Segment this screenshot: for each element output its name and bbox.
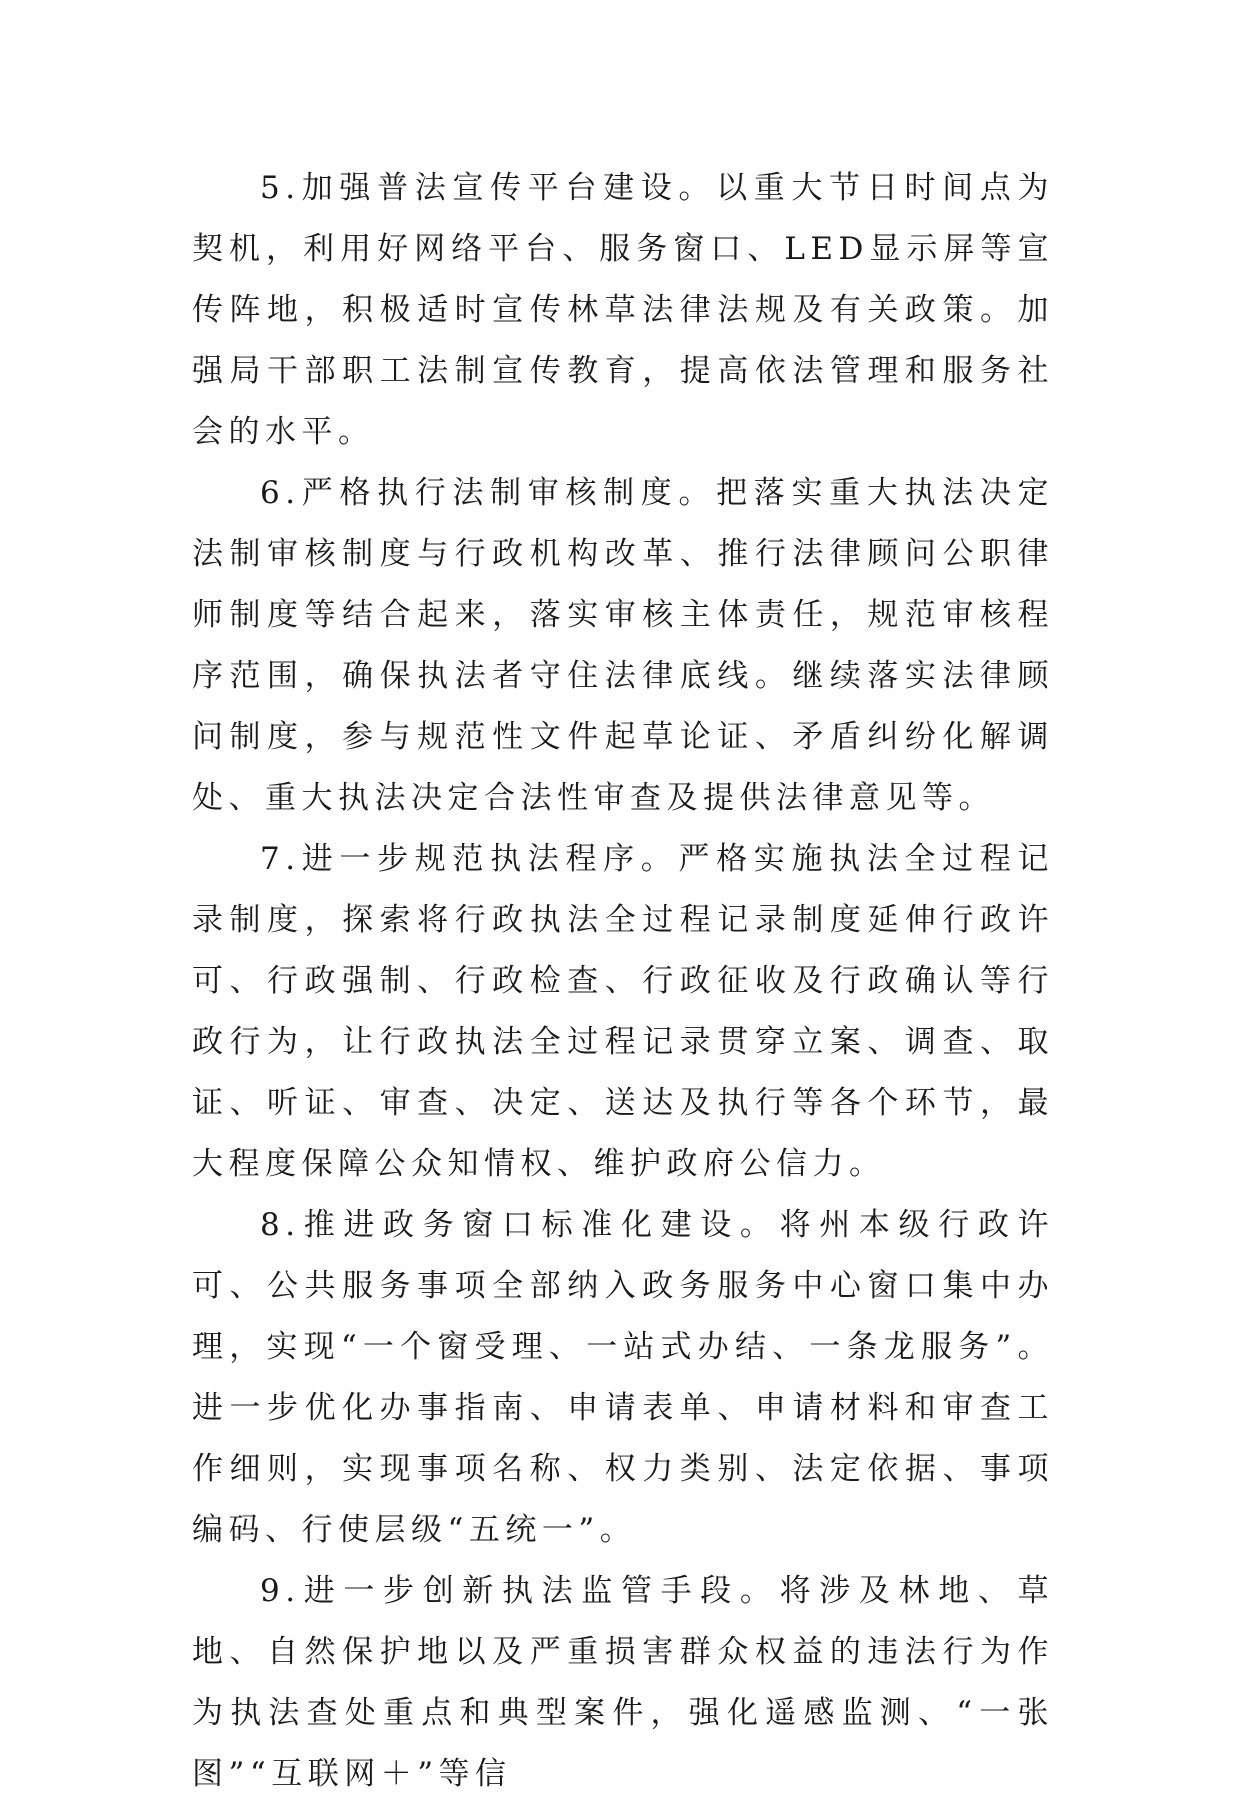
paragraph-9: 9.进一步创新执法监管手段。将涉及林地、草地、自然保护地以及严重损害群众权益的违法行为作为执法查处重点和典型案件，强化遥感监测、“一张图”“互联网＋”等信 [192, 1573, 1054, 1792]
paragraph-7: 7.进一步规范执法程序。严格实施执法全过程记录制度，探索将行政执法全过程记录制度延伸行政许可、行政强制、行政检查、行政征收及行政确认等行政行为，让行政执法全过程记录贯穿立案、调查、取证、听证、审查、决定、送达及执行等各个环节，最大程度保障公众知情权、维护政府公信力。 [192, 841, 1054, 1182]
document-body [192, 158, 1054, 1805]
paragraph-8: 8.推进政务窗口标准化建设。将州本级行政许可、公共服务事项全部纳入政务服务中心窗口集中办理，实现“一个窗受理、一站式办结、一条龙服务”。进一步优化办事指南、申请表单、申请材料和审查工作细则，实现事项名称、权力类别、法定依据、事项编码、行使层级“五统一”。 [192, 1207, 1054, 1548]
paragraph-6: 6.严格执行法制审核制度。把落实重大执法决定法制审核制度与行政机构改革、推行法律顾问公职律师制度等结合起来，落实审核主体责任，规范审核程序范围，确保执法者守住法律底线。继续落实法律顾问制度，参与规范性文件起草论证、矛盾纠纷化解调处、重大执法决定合法性审查及提供法律意见等。 [192, 475, 1054, 816]
paragraph-5: 5.加强普法宣传平台建设。以重大节日时间点为契机，利用好网络平台、服务窗口、LED显示屏等宣传阵地，积极适时宣传林草法律法规及有关政策。加强局干部职工法制宣传教育，提高依法管理和服务社会的水平。 [192, 170, 1054, 450]
